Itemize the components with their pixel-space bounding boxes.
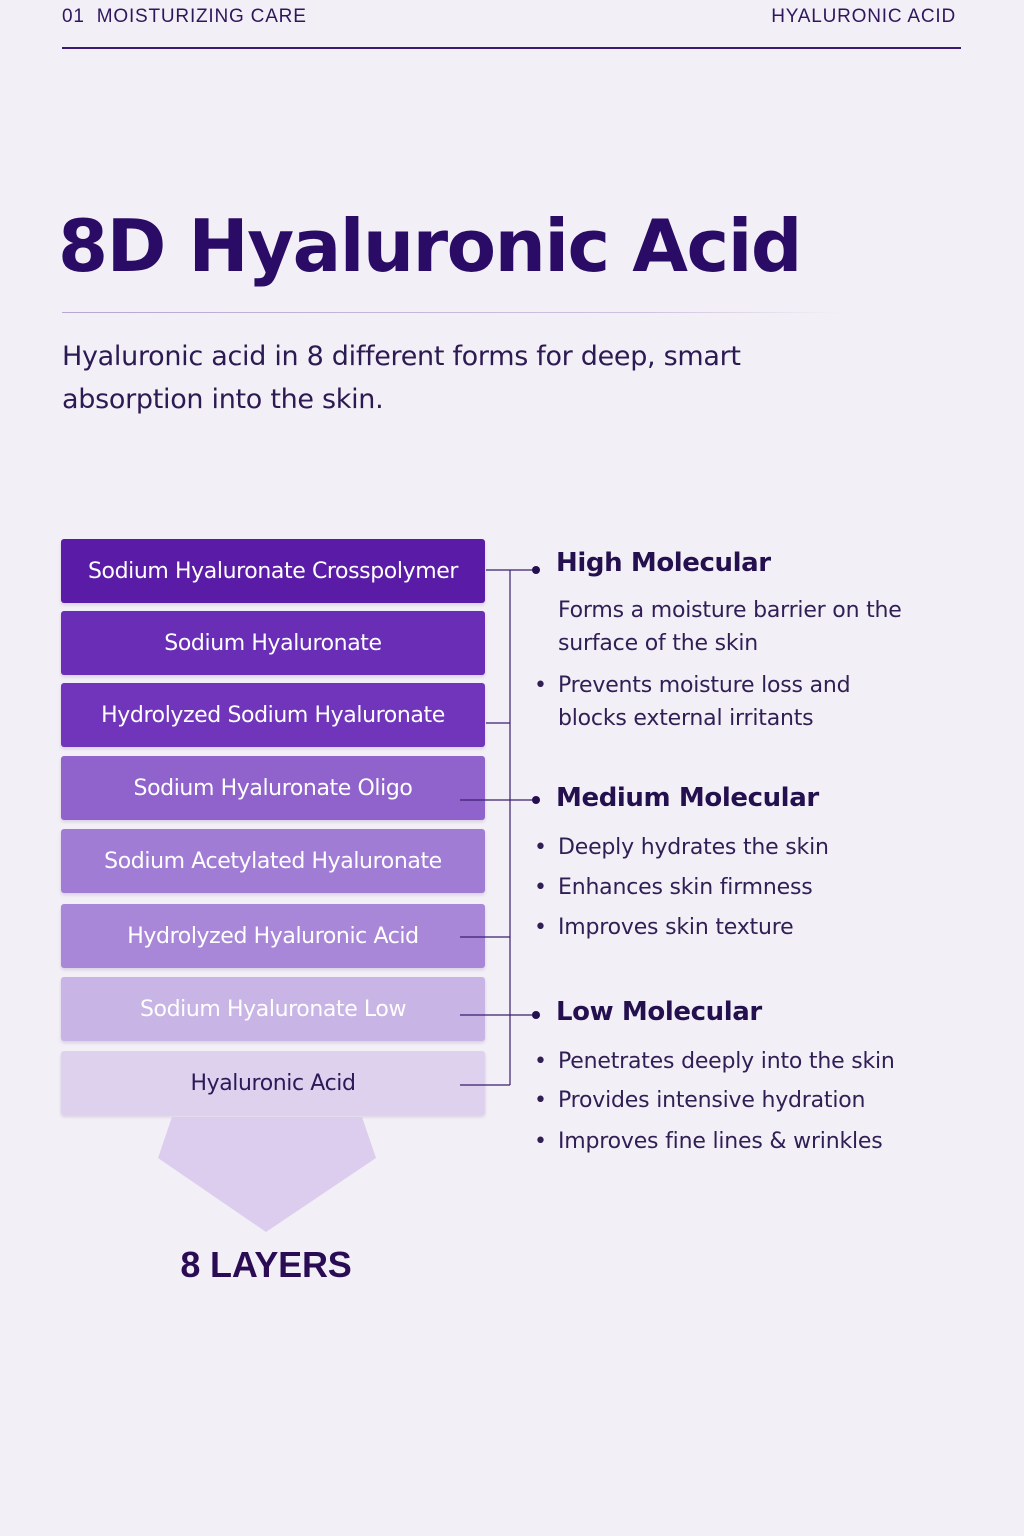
layer-label: Sodium Hyaluronate Oligo <box>133 775 413 801</box>
layer-label: Sodium Hyaluronate <box>164 630 382 656</box>
item-text: Improves fine lines & wrinkles <box>558 1129 883 1154</box>
layers-count-label: 8 LAYERS <box>180 1244 352 1285</box>
group-title: Low Molecular <box>556 997 762 1027</box>
connector-dot <box>532 1011 540 1019</box>
item-text: Deeply hydrates the skin <box>558 835 829 860</box>
item-text: Improves skin texture <box>558 915 794 940</box>
list-item <box>534 669 908 735</box>
layer-label: Sodium Hyaluronate Crosspolymer <box>87 558 459 584</box>
connector-dot <box>532 566 540 574</box>
layer-label: Sodium Hyaluronate Low <box>139 996 407 1022</box>
bullet-icon: • <box>534 915 547 940</box>
item-text: Forms a moisture barrier on the surface of the skin <box>558 598 902 656</box>
item-text: Provides intensive hydration <box>558 1088 866 1113</box>
group-description <box>558 594 908 660</box>
list-item <box>534 831 938 864</box>
page-subtitle: Hyaluronic acid in 8 different forms for deep, smart absorption into the skin. <box>62 341 741 415</box>
layer-label: Hyaluronic Acid <box>190 1070 356 1096</box>
bullet-icon: • <box>534 835 547 860</box>
section-title: MOISTURIZING CARE <box>96 6 307 27</box>
bullet-icon: • <box>534 1129 547 1154</box>
layer-label: Sodium Acetylated Hyaluronate <box>104 848 442 874</box>
item-text: Prevents moisture loss and blocks external irritants <box>558 673 851 731</box>
connector-dot <box>532 796 540 804</box>
layer-label: Hydrolyzed Sodium Hyaluronate <box>101 702 445 728</box>
bullet-icon: • <box>534 1088 547 1113</box>
bullet-icon: • <box>534 1049 547 1074</box>
page-title: 8D Hyaluronic Acid <box>58 204 801 288</box>
topic-label: HYALURONIC ACID <box>771 6 956 27</box>
group-title: High Molecular <box>556 548 771 578</box>
down-arrow-icon <box>158 1117 376 1232</box>
group-title: Medium Molecular <box>556 783 819 813</box>
list-item <box>534 911 938 944</box>
section-number: 01 <box>62 6 85 27</box>
list-item <box>534 871 938 904</box>
bullet-icon: • <box>534 875 547 900</box>
list-item <box>534 1125 958 1158</box>
list-item <box>534 1084 958 1117</box>
layer-label: Hydrolyzed Hyaluronic Acid <box>127 923 419 949</box>
item-text: Penetrates deeply into the skin <box>558 1049 895 1074</box>
item-text: Enhances skin firmness <box>558 875 813 900</box>
bullet-icon: • <box>534 673 547 698</box>
list-item <box>534 1045 958 1078</box>
